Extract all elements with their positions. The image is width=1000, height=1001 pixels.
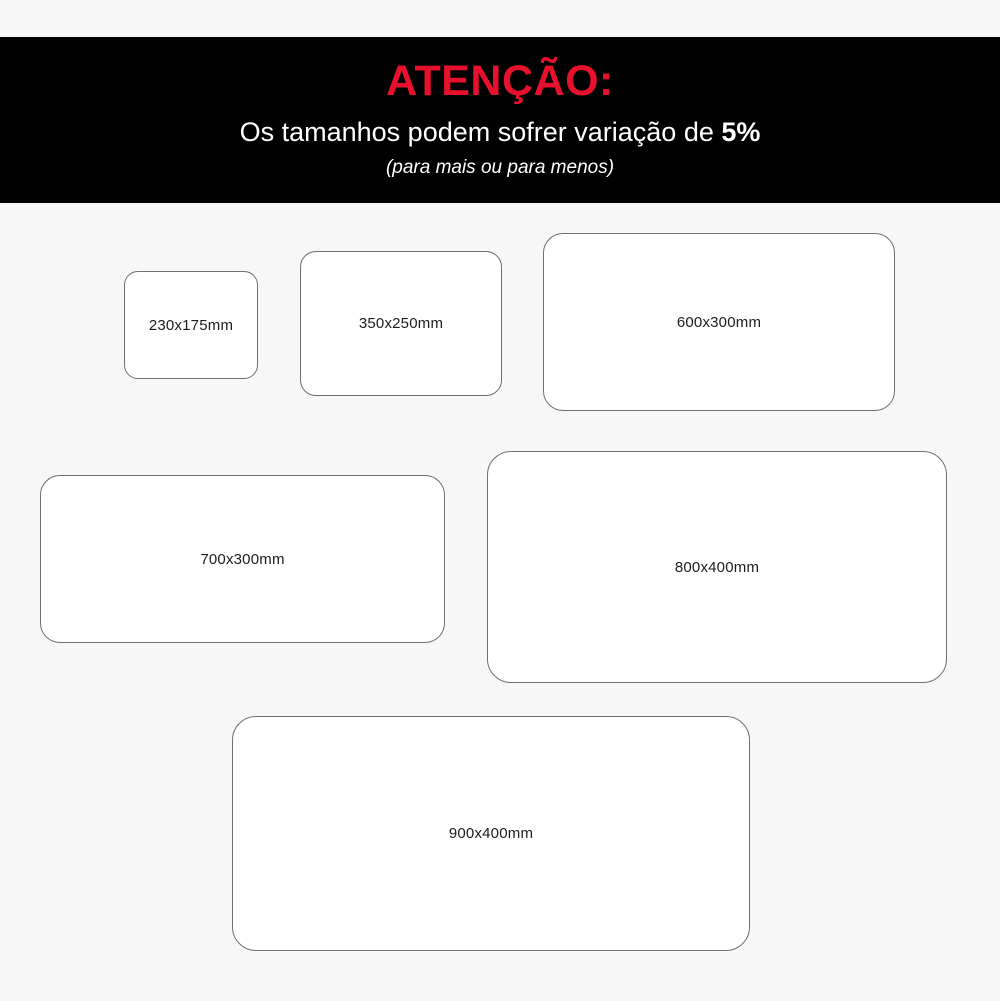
size-box-700x300 <box>40 475 445 643</box>
banner-title: ATENÇÃO: <box>386 57 614 105</box>
size-box-230x175 <box>124 271 258 379</box>
size-diagram <box>0 203 1000 1001</box>
size-box-800x400 <box>487 451 947 683</box>
banner-note: (para mais ou para menos) <box>385 156 615 178</box>
size-label: 800x400mm <box>674 558 760 576</box>
banner-subtitle-percent: 5% <box>721 117 761 148</box>
size-label: 900x400mm <box>448 825 534 842</box>
size-label: 350x250mm <box>358 315 444 332</box>
size-box-600x300 <box>543 233 895 411</box>
attention-banner <box>0 37 1000 203</box>
banner-subtitle-text: Os tamanhos podem sofrer variação de <box>239 117 722 148</box>
size-label: 600x300mm <box>676 313 762 331</box>
size-box-350x250 <box>300 251 502 396</box>
top-margin <box>0 0 1000 37</box>
banner-subtitle <box>240 118 761 148</box>
size-box-900x400 <box>232 716 750 951</box>
size-label: 230x175mm <box>148 316 234 334</box>
size-label: 700x300mm <box>200 550 285 568</box>
